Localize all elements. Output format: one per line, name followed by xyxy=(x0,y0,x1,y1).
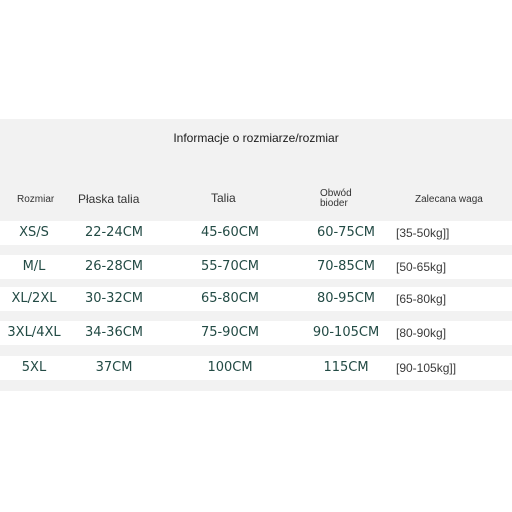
size-cell: 5XL xyxy=(21,360,47,375)
size-cell: XL/2XL xyxy=(11,291,57,306)
weight-cell: [90-105kg]] xyxy=(396,361,457,375)
hips-cell: 60-75CM xyxy=(316,225,376,240)
size-chart-title: Informacje o rozmiarze/rozmiar xyxy=(173,131,339,145)
size-cell: 3XL/4XL xyxy=(7,325,61,340)
table-row xyxy=(0,221,512,245)
weight-cell: [65-80kg] xyxy=(396,292,447,306)
header-waist: Talia xyxy=(211,191,236,205)
table-row xyxy=(0,356,512,380)
hips-cell: 80-95CM xyxy=(316,291,376,306)
waist-cell: 55-70CM xyxy=(200,259,260,274)
table-row xyxy=(0,321,512,345)
header-hips-line1: Obwód xyxy=(320,188,352,199)
hips-cell: 115CM xyxy=(323,360,369,375)
flat-waist-cell: 22-24CM xyxy=(84,225,144,240)
flat-waist-cell: 26-28CM xyxy=(84,259,144,274)
hips-cell: 90-105CM xyxy=(312,325,380,340)
size-cell: M/L xyxy=(22,259,46,274)
weight-cell: [35-50kg]] xyxy=(396,226,450,240)
waist-cell: 75-90CM xyxy=(200,325,260,340)
flat-waist-cell: 37CM xyxy=(95,360,133,375)
flat-waist-cell: 34-36CM xyxy=(84,325,144,340)
hips-cell: 70-85CM xyxy=(316,259,376,274)
size-cell: XS/S xyxy=(19,225,49,240)
weight-cell: [50-65kg] xyxy=(396,260,447,274)
table-row xyxy=(0,255,512,279)
waist-cell: 65-80CM xyxy=(200,291,260,306)
header-hips-line2: bioder xyxy=(320,198,348,209)
header-size: Rozmiar xyxy=(17,194,55,205)
header-flat-waist: Płaska talia xyxy=(78,192,140,206)
header-hips xyxy=(320,189,352,209)
waist-cell: 45-60CM xyxy=(200,225,260,240)
flat-waist-cell: 30-32CM xyxy=(84,291,144,306)
table-row xyxy=(0,287,512,311)
header-weight: Zalecana waga xyxy=(415,194,483,205)
waist-cell: 100CM xyxy=(207,360,253,375)
weight-cell: [80-90kg] xyxy=(396,326,447,340)
